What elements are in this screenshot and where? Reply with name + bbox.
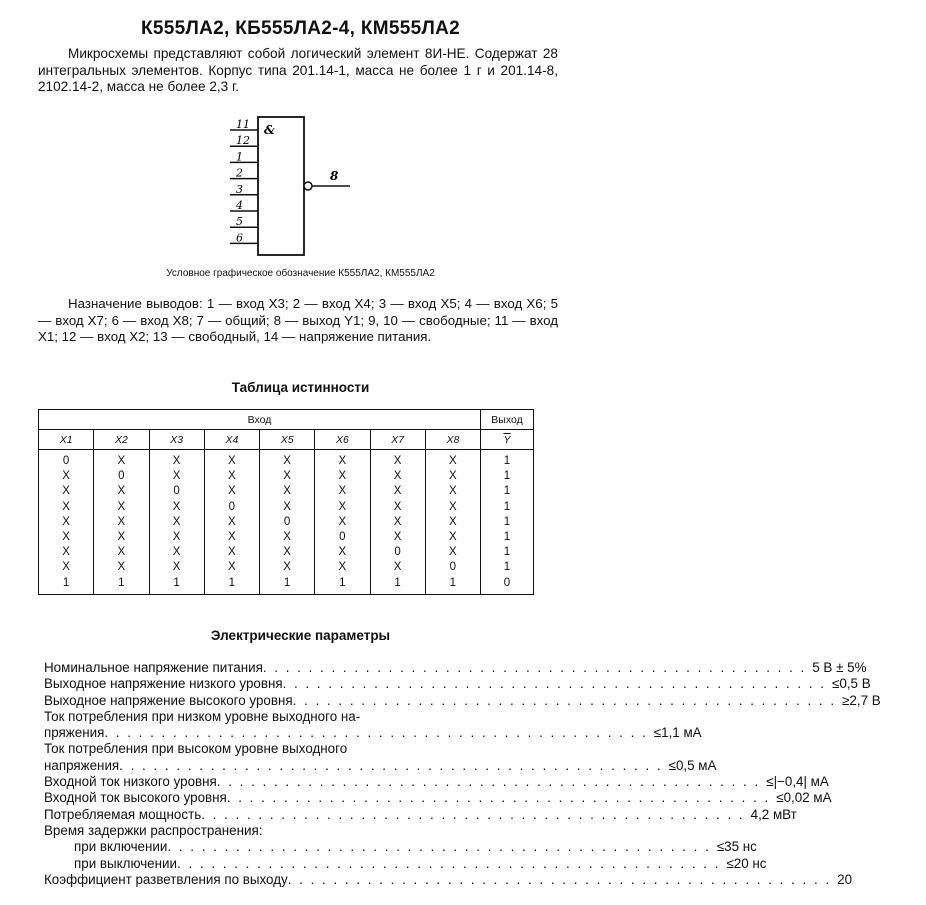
table-cell: X [315,560,370,575]
table-row [39,484,534,499]
table-cell: X [425,450,480,470]
table-cell: 0 [260,515,315,530]
param-value: ≤|−0,4| мА [766,774,829,790]
table-cell: X [149,530,204,545]
table-cell: X [204,515,259,530]
table-cell: 0 [315,530,370,545]
param-row [44,676,871,692]
table-cell: 1 [481,530,534,545]
table-cell: X [149,515,204,530]
table-cell: X [370,530,425,545]
table-cell: 0 [149,484,204,499]
param-row [44,660,867,676]
input-pin-label: 5 [236,215,243,229]
table-cell: 1 [481,515,534,530]
table-row [39,576,534,595]
table-cell: 1 [94,576,149,595]
param-row [44,774,829,790]
param-name: пряжения [44,725,105,741]
table-cell: X [425,515,480,530]
table-cell: X [39,530,94,545]
table-cell: 1 [481,450,534,470]
pins-description: Назначение выводов: 1 — вход X3; 2 — вход X4; 3 — вход X5; 4 — вход X6; 5 — вход X7; 6 — вход X8; 7 — общий; 8 — выход Y1; 9, 10 — свободные; 11 — вход X1; 12 — вход X2; 13 — свободный, 14 — напряжение питания. [38,296,558,344]
param-name: напряжения [44,757,120,773]
table-cell: X [94,530,149,545]
table-cell: X [39,469,94,484]
table-cell: X [260,500,315,515]
table-cell: 0 [94,469,149,484]
leader-dots: . . . . . . . . . . . . . . . . . . . . . . . . . . . . . . . . . . . . . . . . . . . . . . . . [201,806,745,822]
table-cell: X [425,530,480,545]
table-cell: X [39,560,94,575]
table-cell: X [204,450,259,470]
table-cell: X [425,545,480,560]
input-pin-label: 6 [236,231,243,245]
param-value: 20 [837,871,853,887]
param-name-line: Ток потребления при высоком уровне выходного [44,741,348,757]
table-cell: X [39,500,94,515]
table-cell: X [149,560,204,575]
param-value: ≤0,02 мА [776,790,832,806]
param-value: ≤0,5 мА [668,757,717,773]
table-cell: 1 [481,500,534,515]
table-cell: 1 [425,576,480,595]
table-cell: 1 [370,576,425,595]
table-cell: X [370,500,425,515]
input-pin-label: 12 [236,134,250,148]
param-name: Выходное напряжение высокого уровня [44,692,293,708]
table-cell: 0 [39,450,94,470]
param-row [44,725,702,741]
leader-dots: . . . . . . . . . . . . . . . . . . . . . . . . . . . . . . . . . . . . . . . . . . . . . . . . [177,855,721,871]
table-cell: X [370,450,425,470]
table-cell: X [260,484,315,499]
table-cell: 0 [481,576,534,595]
column-label: $\overline{Y}$ [481,430,534,450]
leader-dots: . . . . . . . . . . . . . . . . . . . . . . . . . . . . . . . . . . . . . . . . . . . . . . . . [226,790,771,806]
table-row [39,560,534,575]
table-row [39,450,534,470]
table-cell: 0 [370,545,425,560]
leader-dots: . . . . . . . . . . . . . . . . . . . . . . . . . . . . . . . . . . . . . . . . . . . . . . . . [262,660,807,675]
param-name-line: Время задержки распространения: [44,822,263,838]
table-cell: X [425,484,480,499]
leader-dots: . . . . . . . . . . . . . . . . . . . . . . . . . . . . . . . . . . . . . . . . . . . . . . . . [287,871,832,887]
column-label: X2 [94,430,149,450]
param-row [44,839,757,855]
inversion-bubble [304,182,312,190]
param-value: ≤0,5 В [832,676,871,692]
param-name: Потребляемая мощность [44,806,202,822]
table-cell: X [149,450,204,470]
table-cell: X [39,484,94,499]
document-title: К555ЛА2, КБ555ЛА2-4, КМ555ЛА2 [141,18,460,39]
table-cell: X [315,469,370,484]
table-cell: 1 [481,560,534,575]
table-cell: 1 [39,576,94,595]
param-name: при включении [74,839,168,855]
table-cell: 0 [204,500,259,515]
table-cell: 1 [481,545,534,560]
param-row [44,692,881,709]
column-label: X7 [370,430,425,450]
params-heading: Электрические параметры [210,628,391,643]
table-row [39,469,534,484]
param-row [44,855,767,872]
param-value: ≥2,7 В [842,692,881,708]
output-group-header: Выход [481,410,534,430]
input-pin-label: 2 [236,166,243,180]
table-cell: 1 [481,469,534,484]
table-cell: X [94,450,149,470]
table-cell: X [94,484,149,499]
param-name: Входной ток высокого уровня [44,790,227,806]
param-name: Номинальное напряжение питания [44,660,263,675]
param-name: при выключении [74,855,177,871]
table-cell: X [425,469,480,484]
logic-symbol-diagram [220,112,360,257]
table-cell: X [260,450,315,470]
column-label: X5 [260,430,315,450]
symbol-output-pin: 8 [330,169,339,183]
input-pin-label: 1 [236,150,243,164]
table-cell: X [370,469,425,484]
param-value: 4,2 мВт [750,806,797,822]
table-cell: X [260,545,315,560]
param-name: Выходное напряжение низкого уровня [44,676,283,692]
symbol-function-label: & [264,123,275,137]
table-cell: X [315,450,370,470]
input-pin-label: 4 [236,199,243,212]
intro-paragraph: Микросхемы представляют собой логический элемент 8И-НЕ. Содержат 28 интегральных элементов. Корпус типа 201.14-1, масса не более 1 г и 201.14-8, 2102.14-2, масса не более 2,3 г. [38,46,558,94]
table-cell: X [149,545,204,560]
table-row [39,530,534,545]
table-cell: 1 [204,576,259,595]
table-cell: X [39,515,94,530]
table-row [39,545,534,560]
param-name: Коэффициент разветвления по выходу [44,871,288,887]
table-cell: X [94,500,149,515]
table-cell: X [204,484,259,499]
input-group-header: Вход [39,410,481,430]
table-cell: X [94,515,149,530]
table-cell: X [370,484,425,499]
table-cell: X [149,469,204,484]
param-value: ≤20 нс [726,855,767,871]
table-cell: X [204,560,259,575]
table-cell: X [315,515,370,530]
input-pin-label: 3 [236,182,243,196]
table-cell: 1 [149,576,204,595]
leader-dots: . . . . . . . . . . . . . . . . . . . . . . . . . . . . . . . . . . . . . . . . . . . . . . . . [167,839,711,855]
leader-dots: . . . . . . . . . . . . . . . . . . . . . . . . . . . . . . . . . . . . . . . . . . . . . . . . [216,774,761,790]
table-cell: X [39,545,94,560]
leader-dots: . . . . . . . . . . . . . . . . . . . . . . . . . . . . . . . . . . . . . . . . . . . . . . . . [292,692,837,708]
column-label: X4 [204,430,259,450]
column-label: X1 [39,430,94,450]
params-list [44,660,881,888]
param-value: ≤1,1 мА [653,725,702,741]
param-row [44,806,797,823]
table-cell: X [370,515,425,530]
table-cell: X [315,484,370,499]
table-cell: X [204,469,259,484]
leader-dots: . . . . . . . . . . . . . . . . . . . . . . . . . . . . . . . . . . . . . . . . . . . . . . . . [104,725,648,741]
figure-caption: Условное графическое обозначение К555ЛА2, КМ555ЛА2 [166,268,435,279]
leader-dots: . . . . . . . . . . . . . . . . . . . . . . . . . . . . . . . . . . . . . . . . . . . . . . . . [119,757,663,773]
param-name: Входной ток низкого уровня [44,774,217,790]
table-cell: 1 [315,576,370,595]
param-row [44,757,717,774]
table-cell: X [425,500,480,515]
table-row [39,515,534,530]
column-label: X8 [425,430,480,450]
table-cell: X [260,530,315,545]
table-cell: X [204,530,259,545]
truth-table-heading: Таблица истинности [231,380,370,395]
param-row [44,790,832,806]
param-value: 5 В ± 5% [812,660,867,675]
column-label: X3 [149,430,204,450]
table-cell: X [94,560,149,575]
table-cell: X [370,560,425,575]
input-pin-label: 11 [236,118,250,131]
truth-table [38,409,534,595]
leader-dots: . . . . . . . . . . . . . . . . . . . . . . . . . . . . . . . . . . . . . . . . . . . . . . . . [282,676,827,692]
table-cell: 1 [481,484,534,499]
table-cell: X [204,545,259,560]
param-value: ≤35 нс [716,839,757,855]
table-cell: X [149,500,204,515]
param-name-line: Ток потребления при низком уровне выходного на- [44,708,361,724]
table-cell: 1 [260,576,315,595]
table-cell: X [315,500,370,515]
column-label: X6 [315,430,370,450]
symbol-inputs [230,118,258,244]
table-cell: X [260,469,315,484]
table-cell: 0 [425,560,480,575]
table-cell: X [260,560,315,575]
param-row [44,871,853,888]
table-cell: X [94,545,149,560]
table-cell: X [315,545,370,560]
table-row [39,500,534,515]
